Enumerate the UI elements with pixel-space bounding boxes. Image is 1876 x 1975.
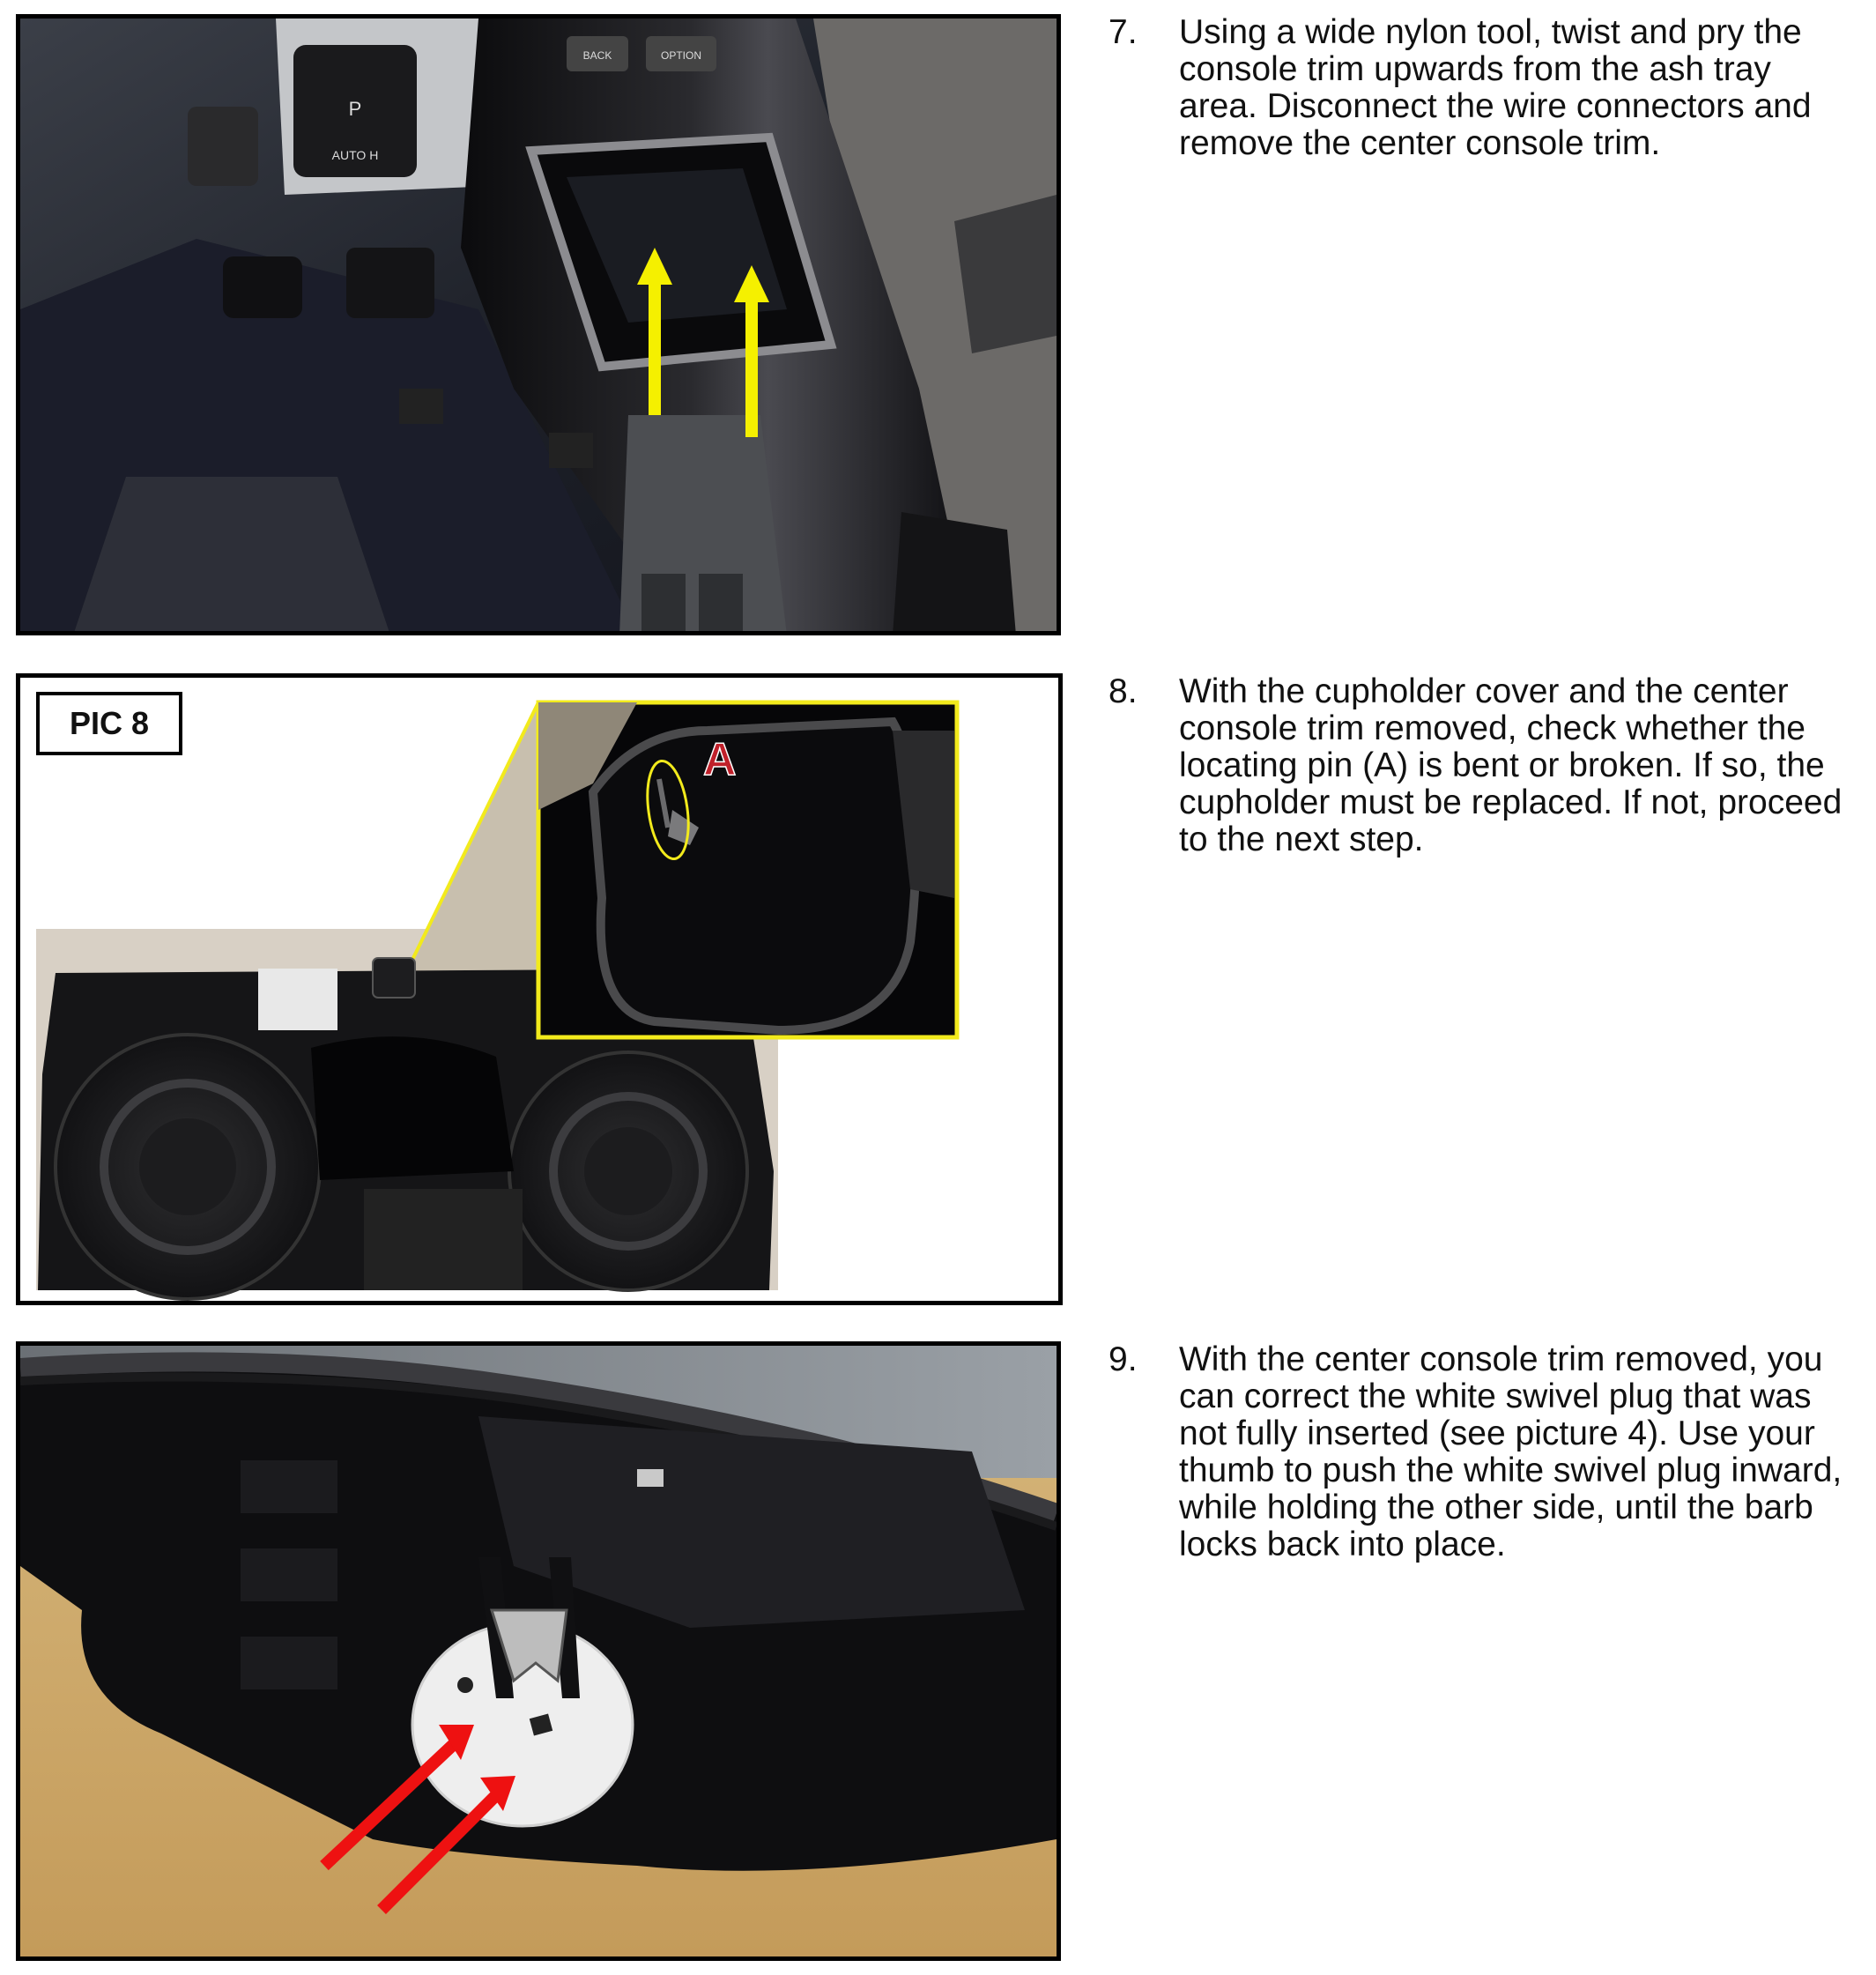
- step-number: 9.: [1109, 1340, 1138, 1378]
- step-9: [1109, 1341, 1857, 1563]
- auto-button-label: AUTO H: [331, 148, 379, 162]
- cupholder-photo: [20, 678, 1058, 1301]
- option-button-label: OPTION: [660, 49, 702, 62]
- swivel-plug-photo: [20, 1346, 1057, 1956]
- p-button-label: P: [348, 98, 362, 120]
- photo-step-8: [16, 673, 1063, 1305]
- step-number: 8.: [1109, 672, 1138, 710]
- step-text: With the cupholder cover and the center console trim removed, check whether the locating pin (A) is bent or broken. If so, the cupholder must be replaced. If not, proceed to the next step.: [1179, 672, 1843, 858]
- step-8: [1109, 673, 1857, 858]
- step-text: With the center console trim removed, you can correct the white swivel plug that was not fully inserted (see picture 4). Use your thumb to push the white swivel plug inward, while holding the other side, until the barb locks back into place.: [1179, 1340, 1843, 1563]
- step-number: 7.: [1109, 13, 1138, 51]
- console-photo: [20, 19, 1057, 631]
- photo-step-7: [16, 14, 1061, 635]
- callout-a-label: A: [703, 734, 737, 785]
- back-button-label: BACK: [582, 49, 612, 62]
- photo-step-9: [16, 1341, 1061, 1961]
- step-text: Using a wide nylon tool, twist and pry the console trim upwards from the ash tray area. Disconnect the wire connectors and remove the center console trim.: [1179, 13, 1812, 162]
- pic-8-label: PIC 8: [36, 692, 182, 755]
- step-7: [1109, 14, 1857, 162]
